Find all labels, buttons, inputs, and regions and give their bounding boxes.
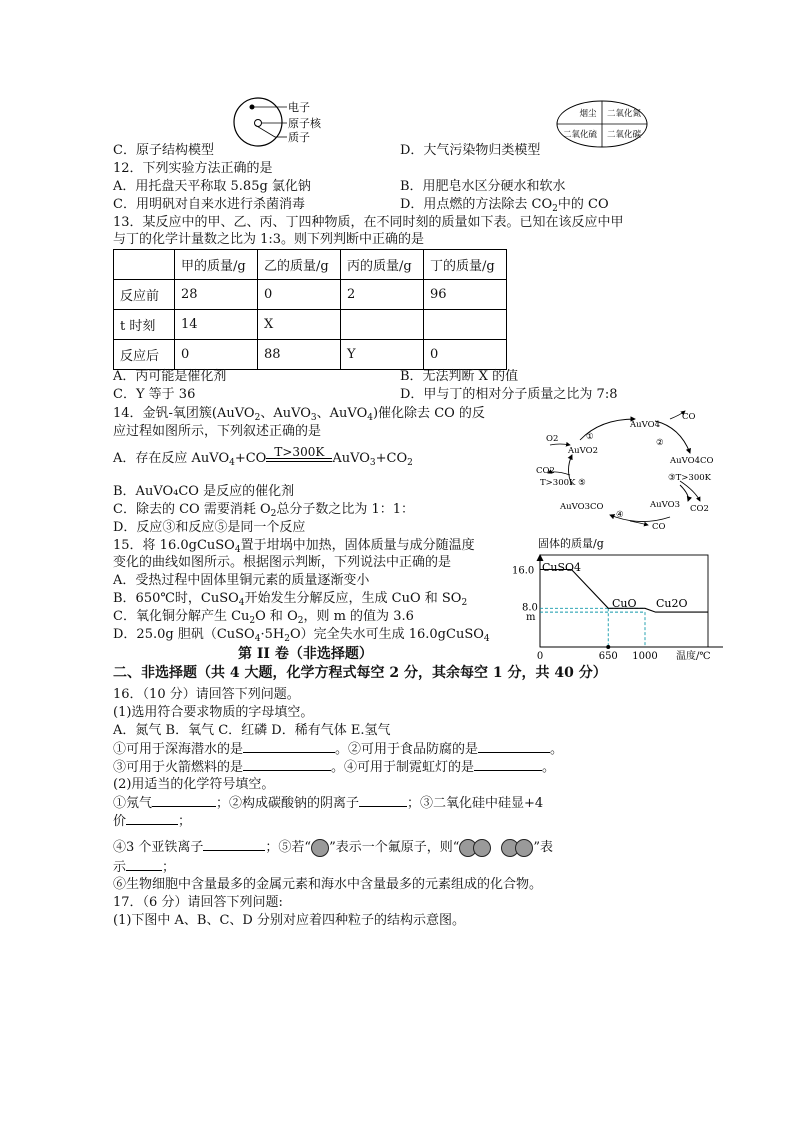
fluorine-atom-icon — [473, 839, 491, 857]
atom-structure-model — [225, 95, 345, 147]
cycle-label-o2: O2 — [546, 434, 559, 444]
table-cell: 丁的质量/g — [424, 250, 507, 280]
table-cell: 88 — [258, 340, 341, 370]
q16-line1: ①可用于深海潜水的是 。②可用于食品防腐的是 。 — [113, 742, 564, 757]
table-header-row — [114, 250, 507, 280]
q14-option-b: B．AuVO₄CO 是反应的催化剂 — [113, 484, 295, 499]
q14-option-c: C．除去的 CO 需要消耗 $O_2$总分子数之比为 1：1： — [113, 502, 415, 519]
q14-option-a: A．存在反应 AuVO$_4$+CO T>300K $AuVO_3+CO_2$ — [113, 445, 413, 468]
table-cell: t 时刻 — [114, 310, 175, 340]
q15-stem-line2: 变化的曲线如图所示。根据图示判断，下列说法中正确的是 — [113, 555, 452, 570]
cycle-label-step3: ③T>300K — [668, 473, 711, 483]
table-cell: 0 — [424, 340, 507, 370]
cycle-label-co2-left: CO2 — [536, 466, 555, 476]
cycle-label-co-bottom: CO — [652, 522, 666, 532]
reaction-condition: T>300K — [274, 445, 325, 459]
q15-option-c: C．氧化铜分解产生 $Cu_2O$ 和 $O_2$，则 m 的值为 3.6 — [113, 609, 414, 626]
q14-stem-line2: 应过程如图所示，下列叙述正确的是 — [113, 424, 322, 439]
cycle-label-auvo4co: AuVO4CO — [670, 456, 714, 466]
y-tick-m: m — [526, 612, 536, 624]
q14-stem-line1: 14．金钒-氧团簇(AuVO$_2$、AuVO$_3$、AuVO$_4$)催化除去 CO 的反 — [113, 406, 485, 423]
table-cell: 反应前 — [114, 280, 175, 310]
cycle-step-2: ② — [656, 438, 664, 448]
table-cell: 丙的质量/g — [341, 250, 424, 280]
cycle-label-co2-right: CO2 — [690, 504, 709, 514]
q16-line4b: 示 ； — [113, 860, 176, 875]
q15-option-d: D．25.0g 胆矾$(CuSO_4\cdot 5H_2O)$完全失水可生成 16.0gCuSO$_4$ — [113, 627, 490, 644]
q16-line5: ⑥生物细胞中含量最多的金属元素和海水中含量最多的元素组成的化合物。 — [113, 877, 543, 892]
table-row — [114, 340, 507, 370]
table-cell: 14 — [175, 310, 258, 340]
q11-option-d: D．大气污染物归类模型 — [400, 143, 541, 158]
atom-outer-circle — [234, 98, 282, 146]
pollutant-no2: 二氧化氮 — [606, 109, 642, 119]
pollutant-so2: 二氧化硫 — [562, 130, 598, 140]
table-cell: 0 — [175, 340, 258, 370]
q13-option-b: B．无法判断 X 的值 — [400, 369, 519, 384]
q13-stem-line1: 13．某反应中的甲、乙、丙、丁四种物质，在不同时刻的质量如下表。已知在该反应中甲 — [113, 215, 624, 230]
atom-label-electron: 电子 — [288, 101, 310, 114]
air-pollutant-model — [556, 99, 648, 149]
answer-blank[interactable] — [203, 838, 265, 851]
q12-option-a: A．用托盘天平称取 5.85g 氯化钠 — [113, 179, 311, 194]
section2-heading: 二、非选择题（共 4 大题，化学方程式每空 2 分，其余每空 1 分，共 40 分） — [113, 665, 607, 681]
q15-option-a: A．受热过程中固体里铜元素的质量逐渐变小 — [113, 573, 370, 588]
q16-line4: ④3 个亚铁离子 ；⑤若“ ”表示一个氟原子，则“ ”表 — [113, 840, 554, 855]
answer-blank[interactable] — [243, 740, 335, 753]
q13-stem-line2: 与丁的化学计量数之比为 1:3。则下列判断中正确的是 — [113, 232, 425, 247]
series-label-cu2o: Cu2O — [656, 597, 688, 610]
q16-line3b: 价 ； — [113, 814, 192, 829]
table-cell — [114, 250, 175, 280]
table-cell: X — [258, 310, 341, 340]
q12-option-c: C．用明矾对自来水进行杀菌消毒 — [113, 197, 305, 212]
series-label-cuo: CuO — [612, 597, 637, 610]
cycle-label-auvo2: AuVO2 — [568, 446, 598, 456]
q14-option-d: D．反应③和反应⑤是同一个反应 — [113, 520, 306, 535]
q12-stem: 12．下列实验方法正确的是 — [113, 161, 273, 176]
pollutant-dust: 烟尘 — [579, 109, 597, 119]
point-650 — [606, 645, 610, 649]
cycle-label-co-top: CO — [682, 412, 696, 422]
q13-option-c: C．Y 等于 36 — [113, 387, 196, 402]
atom-label-proton: 质子 — [288, 131, 310, 144]
table-row — [114, 280, 507, 310]
table-cell: 0 — [258, 280, 341, 310]
answer-blank[interactable] — [478, 740, 550, 753]
table-cell: 2 — [341, 280, 424, 310]
q17-stem: 17．（6 分）请回答下列问题: — [113, 895, 283, 910]
chart-title: 固体的质量/g — [538, 537, 604, 550]
q13-option-d: D．甲与丁的相对分子质量之比为 7:8 — [400, 387, 618, 402]
q16-part2: (2)用适当的化学符号填空。 — [113, 777, 275, 792]
q11-option-c: C．原子结构模型 — [113, 143, 214, 158]
q12-option-d: D．用点燃的方法除去 $CO_2$中的 CO — [400, 197, 609, 214]
q17-part1: (1)下图中 A、B、C、D 分别对应着四种粒子的结构示意图。 — [113, 913, 465, 928]
y-tick-16: 16.0 — [512, 565, 535, 577]
series-label-cuso4: CuSO4 — [542, 561, 582, 574]
answer-blank[interactable] — [126, 858, 162, 871]
table-cell: Y — [341, 340, 424, 370]
q16-line2: ③可用于火箭燃料的是 。④可用于制霓虹灯的是 。 — [113, 760, 556, 775]
electron-dot — [250, 105, 255, 110]
q13-option-a: A．丙可能是催化剂 — [113, 369, 227, 384]
x-tick-1000: 1000 — [632, 651, 658, 662]
y-tick-8: 8.0 — [522, 602, 538, 614]
x-tick-650: 650 — [598, 651, 618, 662]
q15-option-b: B．650℃时，CuSO$_4$开始发生分解反应，生成 CuO 和 $SO_2$ — [113, 591, 468, 608]
atom-label-nucleus: 原子核 — [288, 117, 321, 130]
q16-stem: 16．（10 分）请回答下列问题。 — [113, 687, 300, 702]
x-axis-label: 温度/℃ — [676, 651, 711, 662]
table-cell — [424, 310, 507, 340]
x-tick-0: 0 — [536, 651, 544, 662]
fluorine-atom-icon — [311, 839, 329, 857]
cycle-label-step5: T>300K ⑤ — [540, 478, 586, 488]
mass-temperature-chart — [508, 535, 738, 665]
answer-blank[interactable] — [152, 794, 216, 807]
answer-blank[interactable] — [359, 794, 407, 807]
q12-option-b: B．用肥皂水区分硬水和软水 — [400, 179, 566, 194]
q16-line3: ①氖气 ；②构成碳酸钠的阴离子 ；③二氧化硅中硅显+4 — [113, 796, 544, 811]
table-cell: 28 — [175, 280, 258, 310]
answer-blank[interactable] — [243, 758, 331, 771]
q15-stem-line1: 15．将 16.0gCuSO$_4$置于坩埚中加热，固体质量与成分随温度 — [113, 538, 475, 555]
answer-blank[interactable] — [126, 812, 178, 825]
cycle-step-4: ④ — [616, 510, 624, 520]
catalytic-cycle-diagram — [530, 405, 730, 535]
table-cell: 乙的质量/g — [258, 250, 341, 280]
mass-table — [113, 249, 507, 370]
table-cell — [341, 310, 424, 340]
table-cell: 反应后 — [114, 340, 175, 370]
table-row — [114, 310, 507, 340]
cycle-label-auvo4: AuVO4 — [630, 420, 660, 430]
section2-title: 第 II 卷（非选择题） — [238, 646, 373, 662]
pollutant-co2: 二氧化碳 — [606, 130, 642, 140]
q16-options: A．氮气 B．氧气 C．红磷 D．稀有气体 E.氢气 — [113, 723, 391, 738]
q16-part1: (1)选用符合要求物质的字母填空。 — [113, 705, 314, 720]
fluorine-atom-icon — [515, 839, 533, 857]
table-cell: 甲的质量/g — [175, 250, 258, 280]
cycle-label-auvo3co: AuVO3CO — [560, 502, 604, 512]
answer-blank[interactable] — [474, 758, 542, 771]
cycle-step-1: ① — [586, 432, 594, 442]
cycle-label-auvo3: AuVO3 — [650, 500, 680, 510]
table-cell: 96 — [424, 280, 507, 310]
